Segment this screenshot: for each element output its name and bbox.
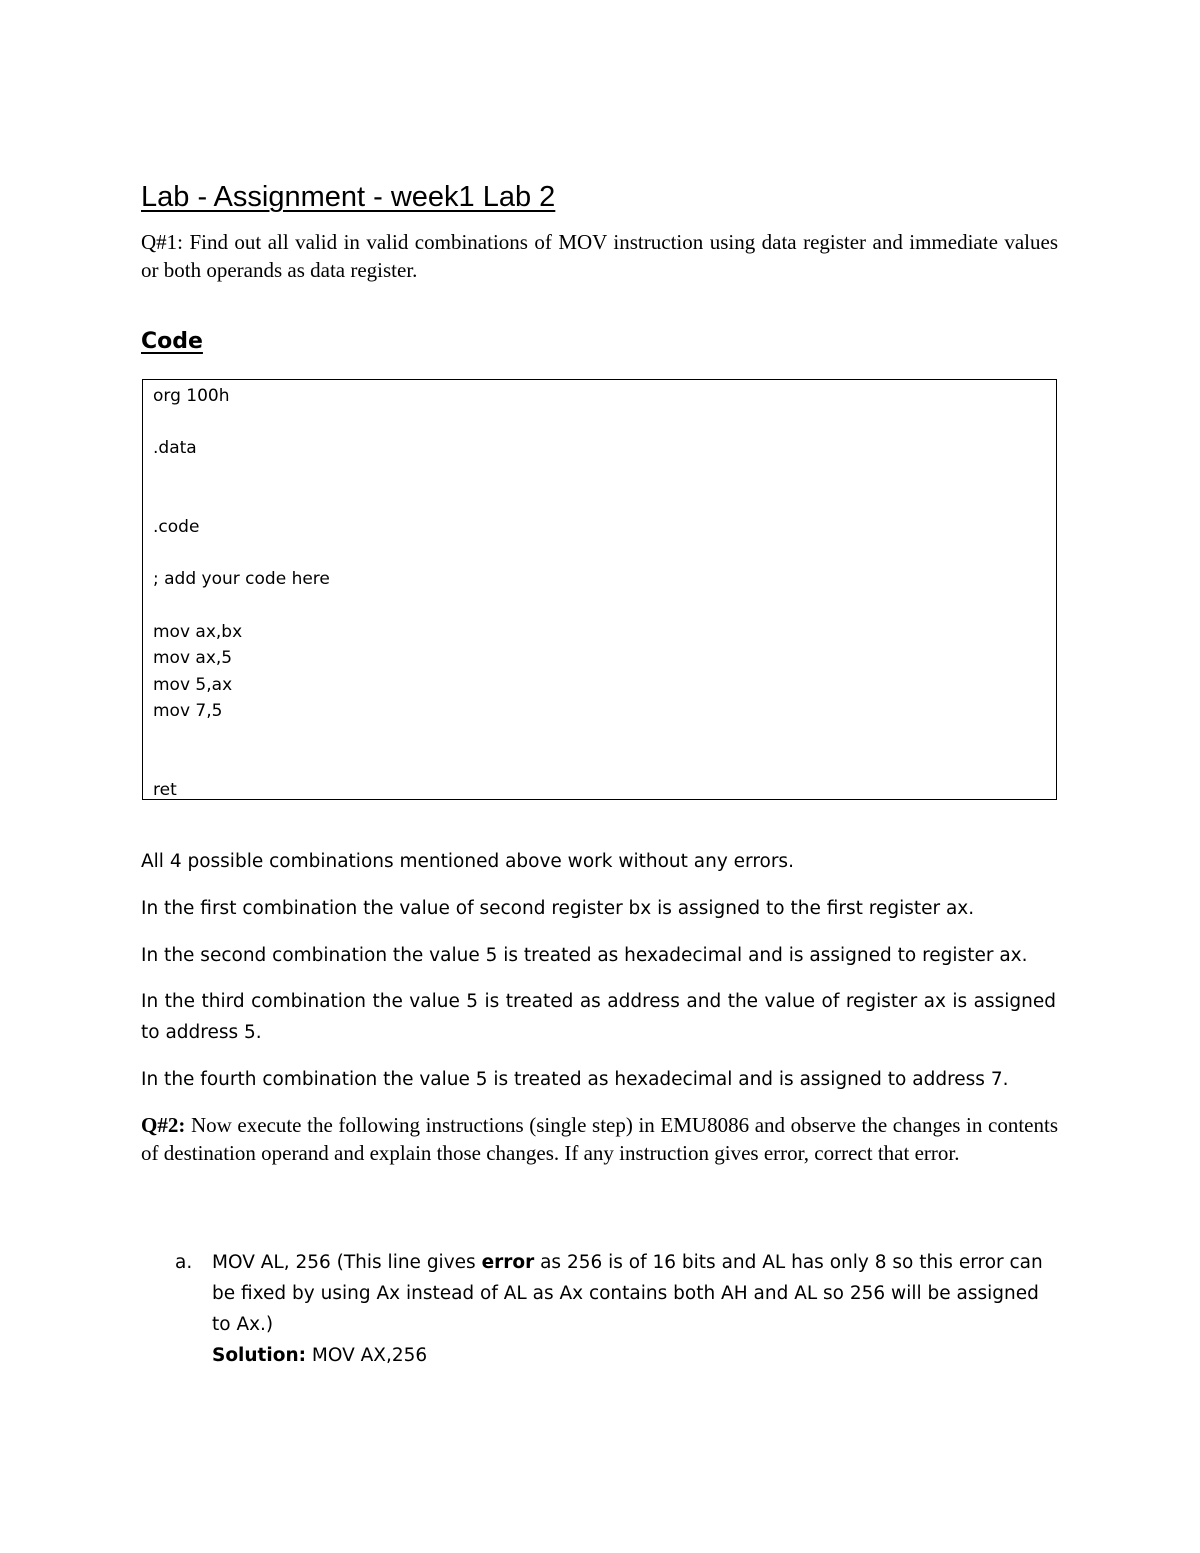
question-1-text: : Find out all valid in valid combinations of MOV instruction using data register and immediate values or both operands as data register.	[141, 230, 1058, 282]
question-2-label: Q#2:	[141, 1113, 186, 1137]
code-line: mov ax,bx	[153, 622, 243, 642]
code-heading: Code	[141, 329, 203, 354]
error-emphasis: error	[481, 1252, 535, 1273]
question-2	[141, 1111, 1058, 1167]
solution-value: MOV AX,256	[306, 1345, 428, 1366]
code-line: ; add your code here	[153, 569, 330, 589]
question-1-label: Q#1	[141, 230, 178, 254]
list-marker: a.	[175, 1252, 193, 1273]
answer-paragraph: In the fourth combination the value 5 is treated as hexadecimal and is assigned to address 7.	[141, 1069, 1009, 1090]
solution-label: Solution:	[212, 1345, 307, 1366]
answer-paragraph: In the second combination the value 5 is treated as hexadecimal and is assigned to register ax.	[141, 945, 1028, 966]
code-line: mov 5,ax	[153, 675, 233, 695]
code-line: mov ax,5	[153, 648, 233, 668]
list-item-text: MOV AL, 256 (This line gives	[212, 1252, 482, 1273]
list-item-text: as 256 is of 16 bits and AL has only 8 so this error can be fixed by using Ax instead of AL as Ax contains both AH and AL so 256 will be assigned to Ax.)	[212, 1252, 1043, 1335]
question-2-text: Now execute the following instructions (single step) in EMU8086 and observe the changes in contents of destination operand and explain those changes. If any instruction gives error, correct that error.	[141, 1113, 1058, 1165]
question-1	[141, 228, 1058, 284]
code-line: .code	[153, 517, 200, 537]
code-line: mov 7,5	[153, 701, 223, 721]
answer-paragraph: All 4 possible combinations mentioned above work without any errors.	[141, 851, 794, 872]
code-line: ret	[153, 780, 177, 800]
page-title: Lab - Assignment - week1 Lab 2	[141, 181, 556, 213]
list-item	[212, 1247, 1062, 1371]
answer-paragraph: In the third combination the value 5 is treated as address and the value of register ax is assigned to address 5.	[141, 991, 1056, 1043]
code-box	[142, 379, 1057, 800]
code-line: .data	[153, 438, 197, 458]
code-line: org 100h	[153, 386, 230, 406]
answer-paragraph: In the first combination the value of second register bx is assigned to the first register ax.	[141, 898, 975, 919]
